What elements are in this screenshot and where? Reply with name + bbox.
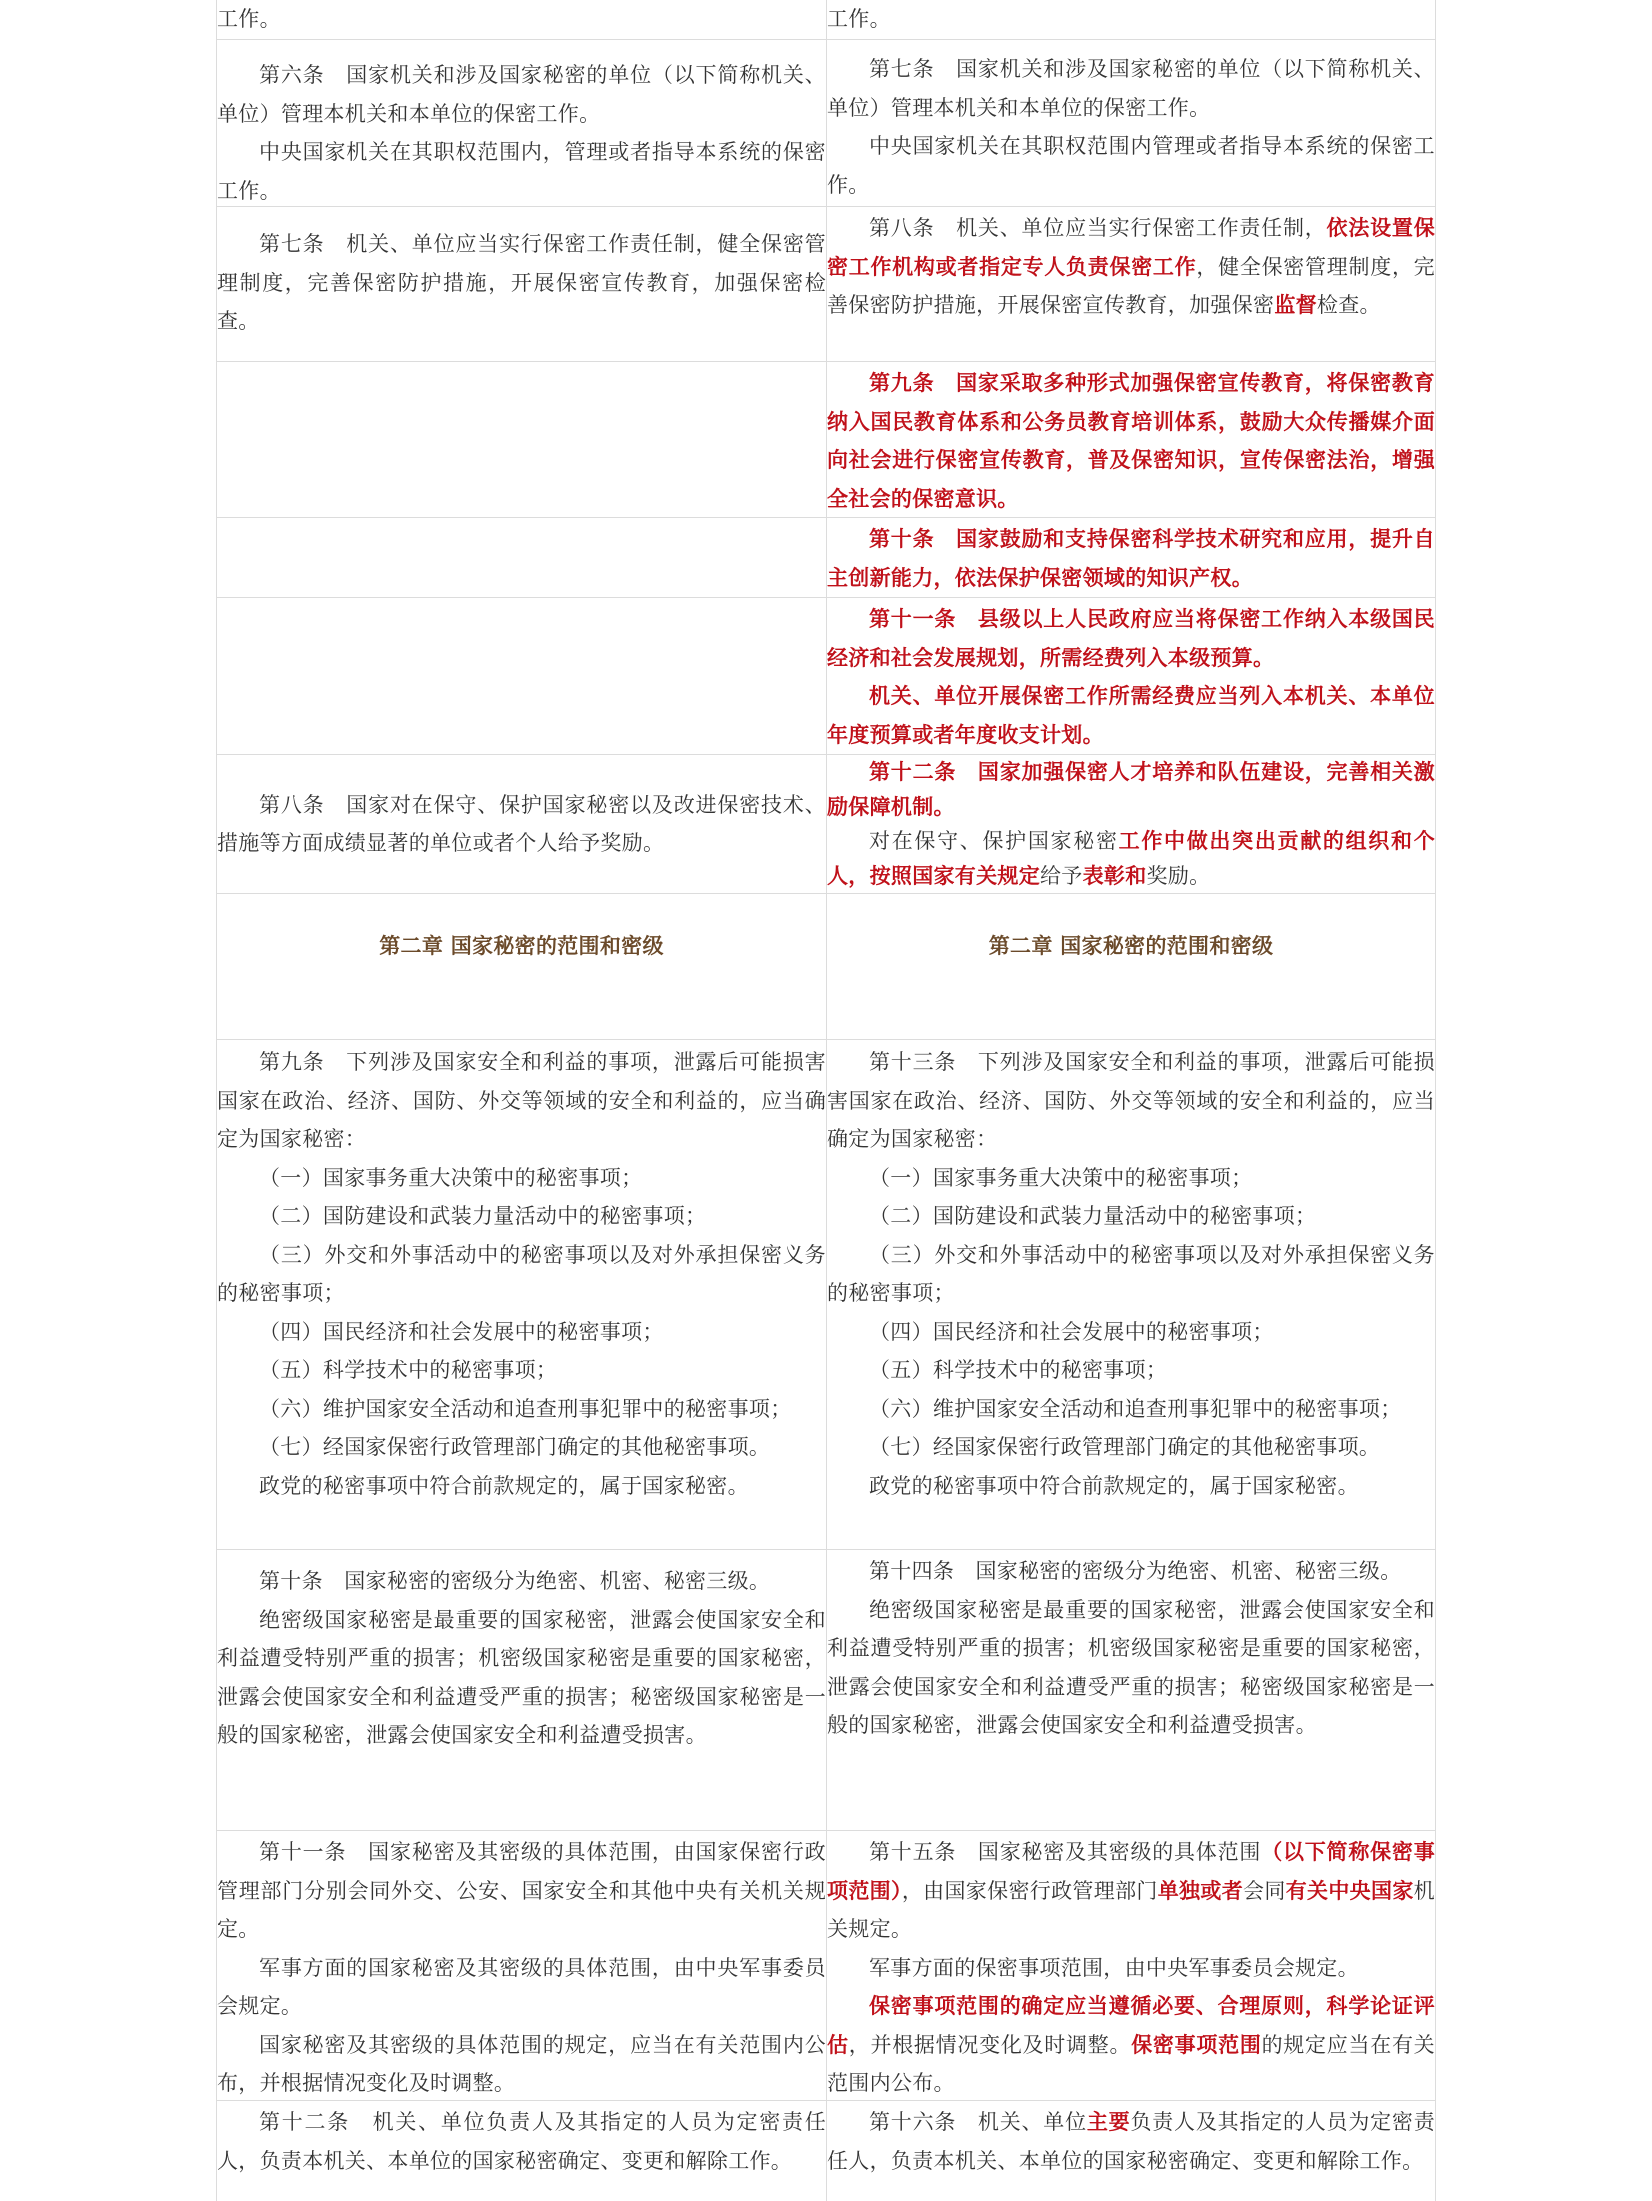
new-law-cell — [826, 207, 1435, 361]
amended-text: 第九条 国家采取多种形式加强保密宣传教育，将保密教育纳入国民教育体系和公务员教育培训体系，鼓励大众传播媒介面向社会进行保密宣传教育，普及保密知识，宣传保密法治，增强全社会的保密意识。 — [827, 371, 1435, 511]
text-run: 工作。 — [827, 7, 891, 31]
text-run: （一）国家事务重大决策中的秘密事项； — [259, 1165, 643, 1190]
new-law-cell — [826, 598, 1435, 754]
article-paragraph — [217, 2103, 826, 2180]
article-paragraph — [827, 677, 1435, 754]
comparison-table — [216, 0, 1436, 2201]
table-row — [217, 40, 1435, 207]
article-paragraph — [217, 0, 826, 39]
article-paragraph — [217, 1833, 826, 1949]
text-run: （五）科学技术中的秘密事项； — [259, 1358, 558, 1382]
new-law-cell — [826, 518, 1435, 597]
table-row — [217, 0, 1435, 40]
table-row — [217, 1040, 1435, 1550]
table-row — [217, 1550, 1435, 1831]
new-law-cell — [826, 755, 1435, 893]
new-law-cell — [826, 362, 1435, 517]
article-paragraph — [827, 520, 1435, 597]
amended-text: 第十条 国家鼓励和支持保密科学技术研究和应用，提升自主创新能力，依法保护保密领域的知识产权。 — [827, 527, 1435, 590]
article-paragraph — [827, 1987, 1435, 2100]
old-law-cell — [217, 755, 826, 893]
text-run: 第七条 机关、单位应当实行保密工作责任制，健全保密管理制度，完善保密防护措施，开展保密宣传教育，加强保密检查。 — [217, 232, 826, 333]
article-paragraph — [827, 1467, 1435, 1506]
old-law-cell — [217, 1040, 826, 1549]
text-run: 第十五条 国家秘密及其密级的具体范围 — [869, 1840, 1262, 1864]
article-paragraph — [827, 1236, 1435, 1313]
new-law-cell — [826, 1550, 1435, 1830]
article-paragraph — [827, 0, 1435, 39]
text-run: 第十二条 机关、单位负责人及其指定的人员为定密责任人，负责本机关、本单位的国家秘密确定、变更和解除工作。 — [217, 2110, 826, 2173]
article-paragraph — [827, 1390, 1435, 1429]
article-paragraph — [217, 1313, 826, 1352]
old-law-cell — [217, 1831, 826, 2100]
text-run: ，并根据情况变化及时调整。 — [848, 2032, 1132, 2057]
article-paragraph — [827, 364, 1435, 517]
text-run: 第七条 国家机关和涉及国家秘密的单位（以下简称机关、单位）管理本机关和本单位的保密工作。 — [827, 57, 1435, 120]
text-run: 中央国家机关在其职权范围内管理或者指导本系统的保密工作。 — [827, 134, 1435, 197]
text-run: （六）维护国家安全活动和追查刑事犯罪中的秘密事项； — [259, 1396, 792, 1421]
text-run: 第十条 国家秘密的密级分为绝密、机密、秘密三级。 — [259, 1569, 771, 1593]
article-paragraph — [217, 786, 826, 863]
article-paragraph — [217, 1601, 826, 1755]
article-paragraph — [827, 1949, 1435, 1988]
article-paragraph — [217, 1949, 826, 2026]
article-paragraph — [217, 1236, 826, 1313]
article-paragraph — [217, 1467, 826, 1506]
article-paragraph — [217, 1043, 826, 1159]
text-run: 机关规定。 — [827, 1878, 1435, 1941]
article-paragraph — [827, 755, 1435, 824]
amended-text: 表彰和 — [1082, 863, 1147, 888]
text-run: 军事方面的国家秘密及其密级的具体范围，由中央军事委员会规定。 — [217, 1955, 826, 2018]
chapter-heading-new: 第二章 国家秘密的范围和密级 — [826, 894, 1435, 1039]
amended-text: 主要 — [1086, 2110, 1131, 2134]
text-run: 国家秘密及其密级的具体范围的规定，应当在有关范围内公布，并根据情况变化及时调整。 — [217, 2032, 826, 2095]
text-run: （二）国防建设和武装力量活动中的秘密事项； — [869, 1204, 1317, 1228]
article-paragraph — [217, 133, 826, 206]
old-law-cell — [217, 598, 826, 754]
table-row — [217, 755, 1435, 894]
text-run: （四）国民经济和社会发展中的秘密事项； — [259, 1319, 664, 1344]
article-paragraph — [217, 1428, 826, 1467]
amended-text: （以下简称保密事项范围） — [827, 1840, 1435, 1903]
text-run: 第六条 国家机关和涉及国家秘密的单位（以下简称机关、单位）管理本机关和本单位的保密工作。 — [217, 63, 826, 126]
article-paragraph — [827, 1197, 1435, 1236]
text-run: 第十六条 机关、单位 — [869, 2110, 1087, 2134]
article-paragraph — [827, 1591, 1435, 1745]
article-paragraph — [217, 225, 826, 341]
amended-text: 有关中央国家 — [1285, 1878, 1414, 1903]
amended-text: 单独或者 — [1157, 1878, 1244, 1903]
article-paragraph — [827, 1351, 1435, 1390]
old-law-cell — [217, 2101, 826, 2201]
text-run: （二）国防建设和武装力量活动中的秘密事项； — [259, 1204, 707, 1228]
text-run: 对在保守、保护国家秘密 — [869, 829, 1119, 853]
text-run: 奖励。 — [1146, 863, 1211, 888]
article-paragraph — [217, 1159, 826, 1198]
table-row — [217, 518, 1435, 598]
text-run: 政党的秘密事项中符合前款规定的，属于国家秘密。 — [869, 1473, 1359, 1498]
chapter-row — [217, 894, 1435, 1040]
text-run: 绝密级国家秘密是最重要的国家秘密，泄露会使国家安全和利益遭受特别严重的损害；机密级国家秘密是重要的国家秘密，泄露会使国家安全和利益遭受严重的损害；秘密级国家秘密是一般的国家秘密，泄露会使国家安全和利益遭受损害。 — [217, 1607, 826, 1747]
article-paragraph — [827, 1043, 1435, 1159]
article-paragraph — [217, 1562, 826, 1601]
text-run: 第九条 下列涉及国家安全和利益的事项，泄露后可能损害国家在政治、经济、国防、外交等领域的安全和利益的，应当确定为国家秘密： — [217, 1050, 826, 1151]
new-law-cell — [826, 1831, 1435, 2100]
table-row — [217, 207, 1435, 362]
text-run: ，由国家保密行政管理部门 — [901, 1878, 1158, 1903]
article-paragraph — [217, 1351, 826, 1390]
text-run: 第八条 机关、单位应当实行保密工作责任制， — [869, 216, 1327, 240]
table-row — [217, 598, 1435, 755]
text-run: ，健全保密管理制度，完善保密防护措施，开展保密宣传教育，加强保密 — [827, 254, 1435, 317]
amended-text: 第十一条 县级以上人民政府应当将保密工作纳入本级国民经济和社会发展规划，所需经费列入本级预算。 — [827, 607, 1435, 670]
amended-text: 工作中做出突出贡献的组织和个人，按照国家有关规定 — [827, 829, 1435, 888]
amended-text: 依法设置保密工作机构或者指定专人负责保密工作 — [827, 216, 1435, 279]
article-paragraph — [827, 1313, 1435, 1352]
chapter-heading-old: 第二章 国家秘密的范围和密级 — [379, 934, 664, 959]
text-run: （六）维护国家安全活动和追查刑事犯罪中的秘密事项； — [869, 1396, 1402, 1421]
amended-text: 第十二条 国家加强保密人才培养和队伍建设，完善相关激励保障机制。 — [827, 760, 1435, 819]
text-run: （三）外交和外事活动中的秘密事项以及对外承担保密义务的秘密事项； — [827, 1242, 1435, 1305]
text-run: （七）经国家保密行政管理部门确定的其他秘密事项。 — [259, 1435, 771, 1459]
amended-text: 监督 — [1274, 293, 1317, 317]
article-paragraph — [827, 1552, 1435, 1591]
article-paragraph — [827, 209, 1435, 325]
article-paragraph — [827, 2103, 1435, 2180]
text-run: 工作。 — [217, 7, 281, 31]
amended-text: 机关、单位开展保密工作所需经费应当列入本机关、本单位年度预算或者年度收支计划。 — [827, 684, 1435, 747]
text-run: 绝密级国家秘密是最重要的国家秘密，泄露会使国家安全和利益遭受特别严重的损害；机密级国家秘密是重要的国家秘密，泄露会使国家安全和利益遭受严重的损害；秘密级国家秘密是一般的国家秘密，泄露会使国家安全和利益遭受损害。 — [827, 1597, 1435, 1737]
text-run: （一）国家事务重大决策中的秘密事项； — [869, 1165, 1253, 1190]
article-paragraph — [217, 2026, 826, 2101]
text-run: （七）经国家保密行政管理部门确定的其他秘密事项。 — [869, 1435, 1381, 1459]
text-run: 第八条 国家对在保守、保护国家秘密以及改进保密技术、措施等方面成绩显著的单位或者个人给予奖励。 — [217, 792, 826, 855]
old-law-cell — [217, 207, 826, 361]
article-paragraph — [827, 50, 1435, 127]
text-run: 第十三条 下列涉及国家安全和利益的事项，泄露后可能损害国家在政治、经济、国防、外交等领域的安全和利益的，应当确定为国家秘密： — [827, 1050, 1435, 1151]
text-run: 中央国家机关在其职权范围内，管理或者指导本系统的保密工作。 — [217, 140, 826, 203]
text-run: 第十一条 国家秘密及其密级的具体范围，由国家保密行政管理部门分别会同外交、公安、国家安全和其他中央有关机关规定。 — [217, 1840, 826, 1941]
text-run: 检查。 — [1316, 293, 1381, 317]
text-run: 的规定应当在有关范围内公布。 — [827, 2032, 1435, 2095]
text-run: 给予 — [1040, 863, 1083, 888]
text-run: 第十四条 国家秘密的密级分为绝密、机密、秘密三级。 — [869, 1559, 1402, 1583]
new-law-cell — [826, 1040, 1435, 1549]
text-run: 会同 — [1243, 1878, 1286, 1903]
table-row — [217, 1831, 1435, 2101]
article-paragraph — [217, 1390, 826, 1429]
article-paragraph — [217, 1197, 826, 1236]
article-paragraph — [827, 1833, 1435, 1949]
amended-text: 保密事项范围 — [1131, 2032, 1262, 2057]
new-law-cell — [826, 40, 1435, 206]
old-law-cell — [217, 40, 826, 206]
text-run: 负责人及其指定的人员为定密责任人，负责本机关、本单位的国家秘密确定、变更和解除工作。 — [827, 2110, 1435, 2173]
text-run: （三）外交和外事活动中的秘密事项以及对外承担保密义务的秘密事项； — [217, 1242, 826, 1305]
text-run: （四）国民经济和社会发展中的秘密事项； — [869, 1319, 1274, 1344]
article-paragraph — [827, 824, 1435, 893]
text-run: （五）科学技术中的秘密事项； — [869, 1358, 1168, 1382]
amended-text: 保密事项范围的确定应当遵循必要、合理原则，科学论证评估 — [827, 1994, 1435, 2057]
article-paragraph — [827, 127, 1435, 204]
text-run: 政党的秘密事项中符合前款规定的，属于国家秘密。 — [259, 1473, 749, 1498]
old-law-cell — [217, 518, 826, 597]
new-law-cell — [826, 0, 1435, 39]
old-law-cell — [217, 0, 826, 39]
new-law-cell — [826, 2101, 1435, 2201]
table-row — [217, 362, 1435, 518]
table-row — [217, 2101, 1435, 2201]
text-run: 军事方面的保密事项范围，由中央军事委员会规定。 — [869, 1955, 1359, 1980]
article-paragraph — [217, 56, 826, 133]
article-paragraph — [827, 1159, 1435, 1198]
old-law-cell — [217, 362, 826, 517]
article-paragraph — [827, 1428, 1435, 1467]
old-law-cell — [217, 1550, 826, 1830]
article-paragraph — [827, 600, 1435, 677]
